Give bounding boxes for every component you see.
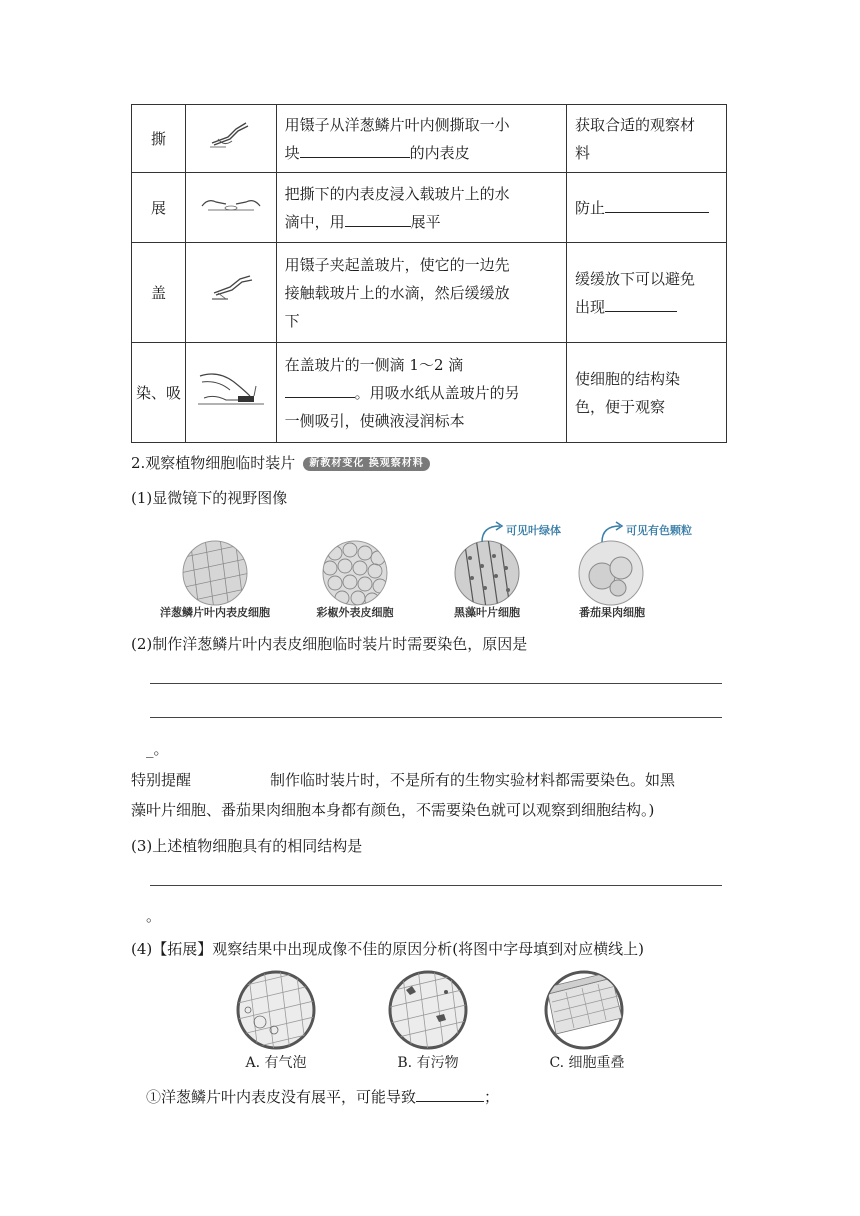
onion-epidermis-cells-image <box>180 538 250 608</box>
cell-image-label: 洋葱鳞片叶内表皮细胞 <box>160 606 270 619</box>
question-4: (4)【拓展】观察结果中出现成像不佳的原因分析(将图中字母填到对应横线上) <box>131 940 644 958</box>
callout-arrow-icon <box>478 520 508 544</box>
new-textbook-tag: 新教材变化 换观察材料 <box>303 457 429 471</box>
step-purpose: 防止 <box>567 173 727 243</box>
step-purpose: 获取合适的观察材 料 <box>567 105 727 173</box>
pepper-epidermis-cells-image <box>320 538 390 608</box>
cell-image-label: 彩椒外表皮细胞 <box>316 606 394 619</box>
table-row <box>132 243 727 343</box>
table-row <box>132 105 727 173</box>
callout-arrow-icon <box>598 520 628 544</box>
needle-spread-icon <box>185 173 276 243</box>
step-name: 撕 <box>132 105 186 173</box>
step-description: 用镊子从洋葱鳞片叶内侧撕取一小 块 的内表皮 <box>276 105 566 173</box>
air-bubble-image <box>234 968 318 1052</box>
answer-blank[interactable] <box>285 379 355 398</box>
question-3: (3)上述植物细胞具有的相同结构是 <box>131 837 363 855</box>
answer-blank[interactable] <box>300 139 410 158</box>
step-purpose: 缓缓放下可以避免 出现 <box>567 243 727 343</box>
step-purpose: 使细胞的结构染 色，便于观察 <box>567 343 727 443</box>
step-description: 用镊子夹起盖玻片，使它的一边先 接触载玻片上的水滴，然后缓缓放 下 <box>276 243 566 343</box>
step-name: 盖 <box>132 243 186 343</box>
defect-caption: A. 有气泡 <box>245 1055 307 1071</box>
stain-dropper-icon <box>185 343 276 443</box>
answer-line[interactable] <box>150 885 722 886</box>
callout-chloroplast: 可见叶绿体 <box>506 524 561 537</box>
step-name: 染、吸 <box>132 343 186 443</box>
hydrilla-leaf-cells-image <box>452 538 522 608</box>
note-text: 制作临时装片时，不是所有的生物实验材料都需要染色。如黑 <box>270 771 676 789</box>
answer-blank[interactable] <box>605 293 677 312</box>
defect-caption: B. 有污物 <box>397 1055 459 1071</box>
table-row <box>132 173 727 243</box>
answer-blank[interactable] <box>345 208 411 227</box>
tomato-pulp-cells-image <box>576 538 646 608</box>
note-label: 特别提醒 <box>131 771 192 789</box>
defect-caption: C. 细胞重叠 <box>549 1055 625 1071</box>
answer-blank[interactable] <box>416 1083 484 1102</box>
note-text: 藻叶片细胞、番茄果肉细胞本身都有颜色，不需要染色就可以观察到细胞结构。) <box>131 801 655 819</box>
answer-blank[interactable] <box>605 194 709 213</box>
tweezers-peel-icon <box>185 105 276 173</box>
debris-image <box>386 968 470 1052</box>
answer-line[interactable] <box>150 683 722 684</box>
steps-table <box>131 104 727 443</box>
question-3-end: 。 <box>146 907 162 925</box>
question-2-end: _。 <box>146 740 169 758</box>
question-1: (1)显微镜下的视野图像 <box>131 489 288 507</box>
section-title: 2.观察植物细胞临时装片 新教材变化 换观察材料 <box>131 452 430 474</box>
question-4-item-1: ①洋葱鳞片叶内表皮没有展平，可能导致 ； <box>146 1083 499 1108</box>
step-description: 在盖玻片的一侧滴 1～2 滴 。用吸水纸从盖玻片的另 一侧吸引，使碘液浸润标本 <box>276 343 566 443</box>
question-2: (2)制作洋葱鳞片叶内表皮细胞临时装片时需要染色，原因是 <box>131 635 528 653</box>
cell-image-label: 黑藻叶片细胞 <box>454 606 520 619</box>
callout-pigment: 可见有色颗粒 <box>626 524 692 537</box>
coverslip-icon <box>185 243 276 343</box>
answer-line[interactable] <box>150 717 722 718</box>
step-description: 把撕下的内表皮浸入载玻片上的水 滴中，用 展平 <box>276 173 566 243</box>
cell-image-label: 番茄果肉细胞 <box>579 606 645 619</box>
step-name: 展 <box>132 173 186 243</box>
overlapping-cells-image <box>542 968 626 1052</box>
table-row <box>132 343 727 443</box>
